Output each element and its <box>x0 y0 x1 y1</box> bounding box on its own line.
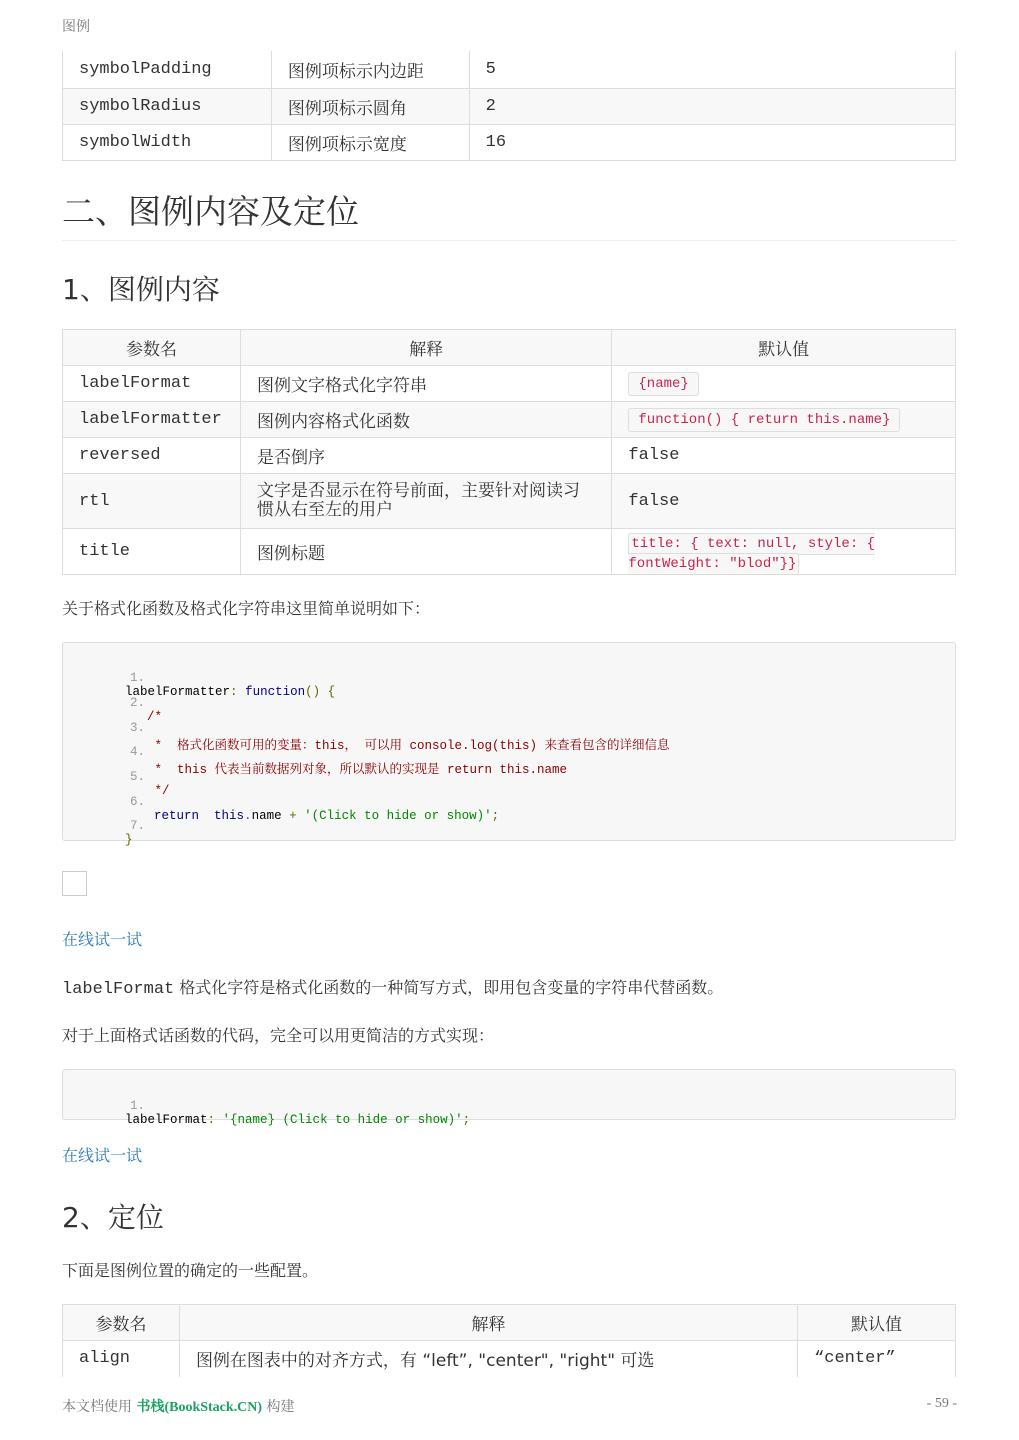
param-name: labelFormatter <box>63 402 241 438</box>
code-token: ; <box>462 1113 471 1127</box>
column-header: 默认值 <box>612 330 956 366</box>
table-row <box>63 1341 956 1377</box>
code-token: + <box>289 809 297 823</box>
line-number: 2. <box>130 696 146 710</box>
param-name: labelFormat <box>63 366 241 402</box>
table-header-row <box>63 1305 956 1341</box>
code-token: : <box>230 685 238 699</box>
code-line <box>63 1085 471 1141</box>
paragraph <box>62 975 723 999</box>
try-online-link[interactable]: 在线试一试 <box>62 930 143 949</box>
table-row <box>63 366 956 402</box>
param-desc: 图例内容格式化函数 <box>240 402 611 438</box>
positioning-table <box>62 1304 956 1377</box>
footer-suffix: 构建 <box>262 1399 295 1415</box>
code-comment: /* <box>147 710 163 724</box>
table-header-row <box>63 330 956 366</box>
code-block <box>62 642 956 847</box>
line-number: 1. <box>130 1099 146 1113</box>
line-number: 5. <box>130 770 146 784</box>
param-default <box>612 402 956 438</box>
code-token: '{name} (Click to hide or show)' <box>222 1113 463 1127</box>
column-header: 参数名 <box>63 330 241 366</box>
param-default: 16 <box>469 124 955 160</box>
code-token: name <box>251 809 282 823</box>
table-row <box>63 51 956 88</box>
param-name: rtl <box>63 474 241 529</box>
try-online-link[interactable]: 在线试一试 <box>62 1146 143 1165</box>
param-default: “center” <box>798 1341 956 1377</box>
param-desc: 图例项标示内边距 <box>271 51 469 88</box>
line-number: 4. <box>130 745 146 759</box>
param-desc: 图例文字格式化字符串 <box>240 366 611 402</box>
param-desc: 图例在图表中的对齐方式，有 “left”, "center", "right" 可选 <box>179 1341 797 1377</box>
table-row <box>63 474 956 529</box>
line-number: 1. <box>130 671 146 685</box>
column-header: 解释 <box>179 1305 797 1341</box>
paragraph: 对于上面格式话函数的代码，完全可以用更简洁的方式实现： <box>62 1026 495 1045</box>
column-header: 解释 <box>240 330 611 366</box>
params-table-top <box>62 51 956 161</box>
code-token: labelFormat <box>125 1113 208 1127</box>
param-name: reversed <box>63 438 241 474</box>
param-default: 5 <box>469 51 955 88</box>
param-name: symbolRadius <box>63 88 272 124</box>
param-desc: 图例项标示圆角 <box>271 88 469 124</box>
line-number: 7. <box>130 819 146 833</box>
code-comment: */ <box>147 784 170 798</box>
table-row <box>63 529 956 575</box>
section-heading: 二、图例内容及定位 <box>62 192 359 231</box>
page-number: - 59 - <box>926 1396 957 1411</box>
paragraph-text: 格式化字符是格式化函数的一种简写方式，即用包含变量的字符串代替函数。 <box>174 978 724 997</box>
param-desc: 图例项标示宽度 <box>271 124 469 160</box>
footer-brand-link[interactable]: 书栈(BookStack.CN) <box>136 1400 263 1415</box>
line-number: 6. <box>130 795 146 809</box>
param-desc: 图例标题 <box>240 529 611 575</box>
code-token: : <box>207 1113 216 1127</box>
paragraph: 下面是图例位置的确定的一些配置。 <box>62 1261 319 1280</box>
code-token: function <box>245 685 306 699</box>
code-token: () { <box>305 685 336 699</box>
code-token: this <box>214 809 245 823</box>
section-divider <box>62 240 956 241</box>
subsection-heading: 2、定位 <box>62 1201 164 1234</box>
line-number: 3. <box>130 721 146 735</box>
table-row <box>63 402 956 438</box>
subsection-heading: 1、图例内容 <box>62 273 220 306</box>
code-token: labelFormatter <box>125 685 231 699</box>
page-header-title: 图例 <box>62 19 90 35</box>
code-line <box>63 805 146 861</box>
column-header: 参数名 <box>63 1305 180 1341</box>
param-name: title <box>63 529 241 575</box>
param-default <box>612 529 956 575</box>
broken-image <box>62 871 87 896</box>
code-token: '(Click to hide or show)' <box>304 809 492 823</box>
param-default: false <box>612 474 956 529</box>
code-token: return <box>154 809 200 823</box>
param-desc: 文字是否显示在符号前面，主要针对阅读习惯从右至左的用户 <box>240 474 611 529</box>
inline-code: function() { return this.name} <box>628 408 900 432</box>
table-row <box>63 124 956 160</box>
page-footer <box>62 1396 295 1416</box>
legend-content-table <box>62 329 956 575</box>
code-token: . <box>244 809 252 823</box>
param-desc: 是否倒序 <box>240 438 611 474</box>
code-block <box>62 1069 956 1127</box>
param-default <box>612 366 956 402</box>
inline-code: {name} <box>628 372 698 396</box>
table-row <box>63 88 956 124</box>
code-comment: * this 代表当前数据列对象，所以默认的实现是 return this.name <box>147 763 568 777</box>
param-name: align <box>63 1341 180 1377</box>
footer-prefix: 本文档使用 <box>62 1399 137 1415</box>
inline-code: title: { text: null, style: { fontWeight: "blod"}} <box>628 533 875 575</box>
code-comment: * 格式化函数可用的变量：this， 可以用 console.log(this) 来查看包含的详细信息 <box>147 739 670 753</box>
code-token: ; <box>491 809 500 823</box>
table-row <box>63 438 956 474</box>
param-name: symbolWidth <box>63 124 272 160</box>
code-token: } <box>125 833 133 847</box>
column-header: 默认值 <box>798 1305 956 1341</box>
param-default: false <box>612 438 956 474</box>
inline-code: labelFormat <box>62 980 175 999</box>
paragraph: 关于格式化函数及格式化字符串这里简单说明如下： <box>62 599 431 618</box>
param-default: 2 <box>469 88 955 124</box>
param-name: symbolPadding <box>63 51 272 88</box>
